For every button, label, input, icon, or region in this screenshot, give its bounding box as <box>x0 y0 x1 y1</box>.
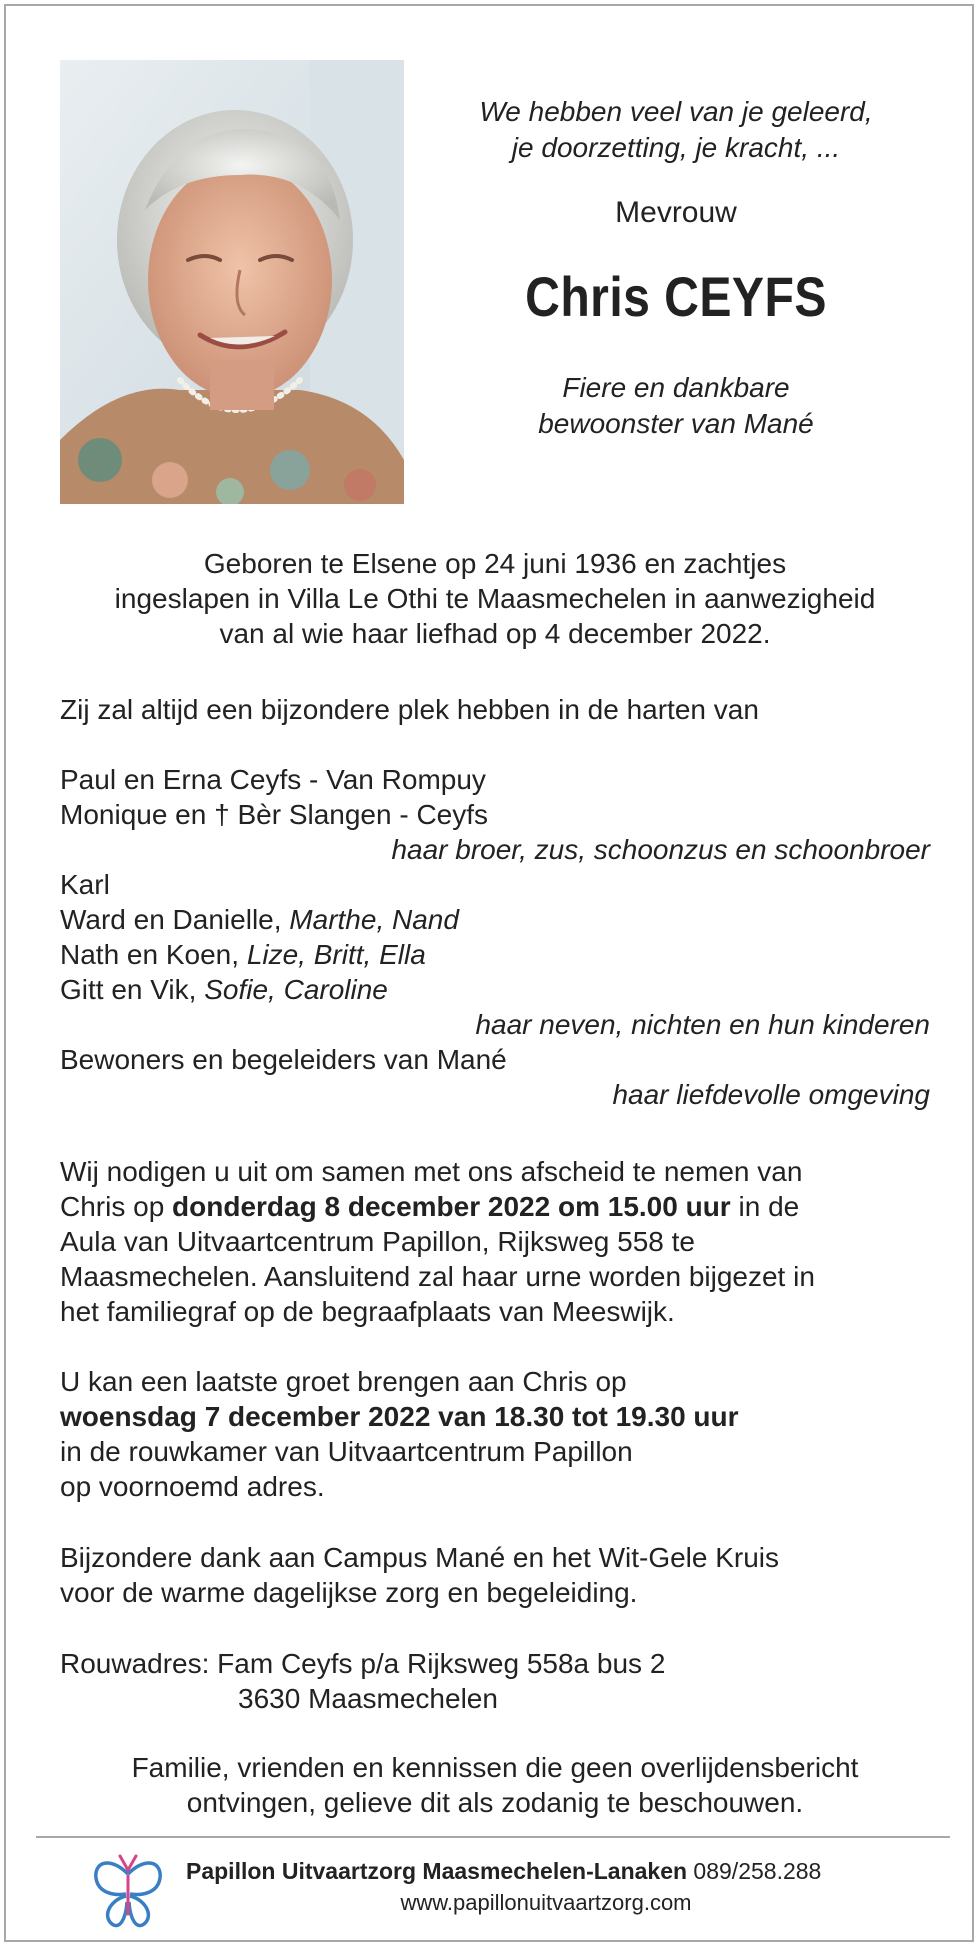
family-member: Karl <box>60 869 110 900</box>
text-line: U kan een laatste groet brengen aan Chris op <box>60 1366 627 1397</box>
text-line: ingeslapen in Villa Le Othi te Maasmechelen in aanwezigheid <box>114 583 876 614</box>
tagline-line: Fiere en dankbare <box>562 372 790 403</box>
text-line: Chris op donderdag 8 december 2022 om 15.00 uur in de <box>60 1191 800 1222</box>
address-city: 3630 Maasmechelen <box>238 1683 498 1714</box>
text-line: Maasmechelen. Aansluitend zal haar urne worden bijgezet in <box>60 1261 815 1292</box>
wing-lower-left <box>108 1896 127 1926</box>
visitation-date: woensdag 7 december 2022 van 18.30 tot 19.30 uur <box>60 1401 739 1432</box>
address-line: Rouwadres: Fam Ceyfs p/a Rijksweg 558a bus 2 <box>60 1648 666 1679</box>
obituary-card <box>4 4 974 1942</box>
wing-upper-right <box>128 1863 160 1895</box>
funeral-paragraph <box>60 1154 930 1329</box>
family-member: Bewoners en begeleiders van Mané <box>60 1044 507 1075</box>
family-member: Paul en Erna Ceyfs - Van Rompuy <box>60 764 486 795</box>
text-line: Familie, vrienden en kennissen die geen overlijdensbericht <box>131 1752 859 1783</box>
text-line: van al wie haar liefhad op 4 december 2022. <box>219 618 771 649</box>
portrait-photo <box>60 60 404 504</box>
memorial-quote <box>426 94 926 166</box>
text-line: ontvingen, gelieve dit als zodanig te beschouwen. <box>186 1787 804 1818</box>
deceased-name: Chris CEYFS <box>525 265 827 328</box>
tagline-line: bewoonster van Mané <box>538 408 814 439</box>
family-role: haar broer, zus, schoonzus en schoonbroer <box>391 834 930 865</box>
funeral-home-phone: 089/258.288 <box>687 1858 822 1884</box>
quote-line: je doorzetting, je kracht, ... <box>511 132 841 163</box>
funeral-home-website[interactable]: www.papillonuitvaartzorg.com <box>400 1890 692 1915</box>
visitation-paragraph <box>60 1364 930 1504</box>
text-line: Wij nodigen u uit om samen met ons afscheid te nemen van <box>60 1156 803 1187</box>
family-member: Gitt en Vik, Sofie, Caroline <box>60 974 388 1005</box>
wing-upper-left <box>96 1863 128 1895</box>
text-line: in de rouwkamer van Uitvaartcentrum Papillon <box>60 1436 633 1467</box>
family-member: Nath en Koen, Lize, Britt, Ella <box>60 939 426 970</box>
footer-divider <box>36 1836 950 1838</box>
honorific: Mevrouw <box>615 196 737 229</box>
family-member: Monique en † Bèr Slangen - Ceyfs <box>60 799 489 830</box>
portrait-illustration <box>60 60 404 504</box>
quote-line: We hebben veel van je geleerd, <box>479 96 873 127</box>
text-line: voor de warme dagelijkse zorg en begeleiding. <box>60 1577 638 1608</box>
funeral-home-name: Papillon Uitvaartzorg Maasmechelen-Lanaken <box>186 1858 688 1884</box>
text-line: Bijzondere dank aan Campus Mané en het Wit-Gele Kruis <box>60 1542 780 1573</box>
text-line: Geboren te Elsene op 24 juni 1936 en zachtjes <box>203 548 787 579</box>
family-list <box>60 762 930 1112</box>
funeral-date: donderdag 8 december 2022 om 15.00 uur <box>172 1191 731 1222</box>
butterfly-logo-icon <box>90 1852 166 1932</box>
funeral-home-line <box>186 1858 906 1885</box>
closing-paragraph <box>60 1750 930 1820</box>
tagline <box>426 370 926 442</box>
family-role: haar neven, nichten en hun kinderen <box>475 1009 930 1040</box>
text-line: het familiegraf op de begraafplaats van Meeswijk. <box>60 1296 675 1327</box>
birth-death-paragraph <box>60 546 930 651</box>
thanks-paragraph <box>60 1540 930 1610</box>
mourning-address <box>60 1646 930 1716</box>
family-member: Ward en Danielle, Marthe, Nand <box>60 904 459 935</box>
text-line: Aula van Uitvaartcentrum Papillon, Rijksweg 558 te <box>60 1226 695 1257</box>
family-role: haar liefdevolle omgeving <box>612 1079 930 1110</box>
text-line: op voornoemd adres. <box>60 1471 325 1502</box>
wing-lower-right <box>129 1896 148 1926</box>
intro-line: Zij zal altijd een bijzondere plek hebben in de harten van <box>60 694 759 725</box>
